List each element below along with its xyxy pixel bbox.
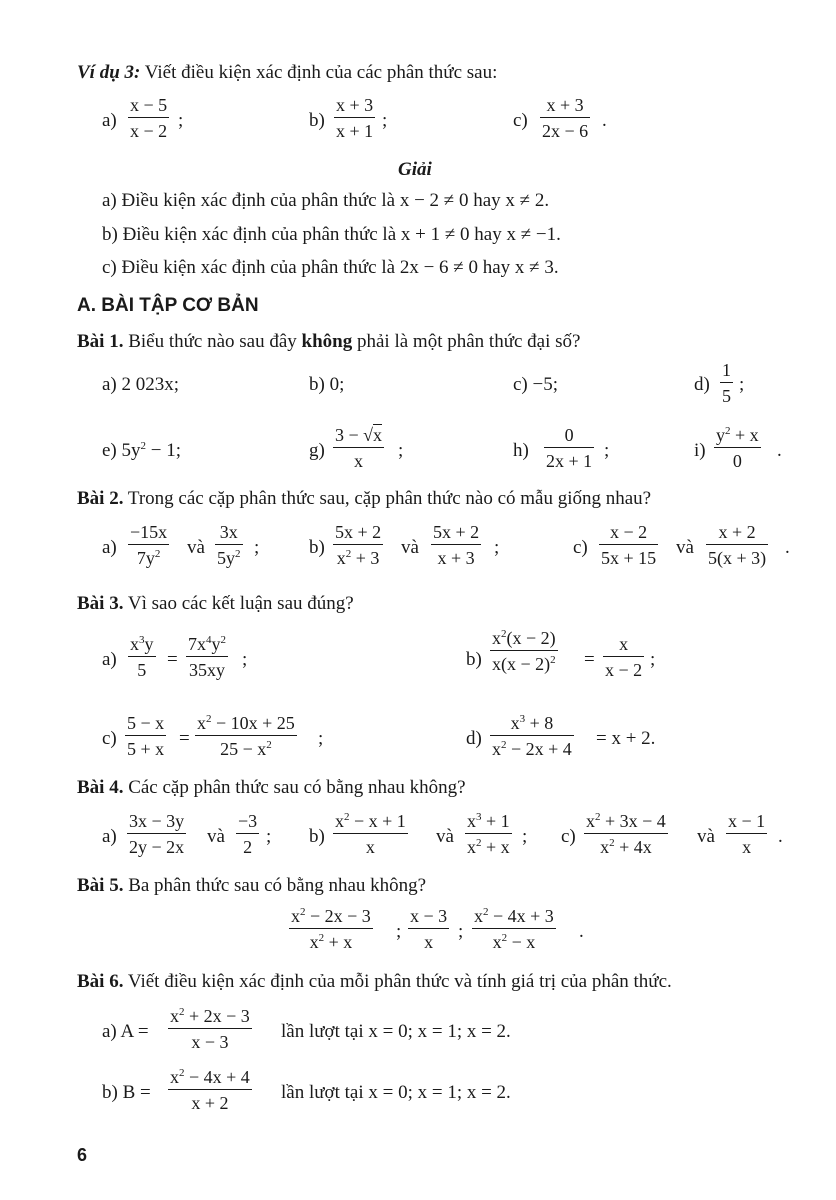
numerator: $x^2 - x + 1$ — [335, 811, 406, 831]
denominator: 5(x + 3) — [706, 544, 768, 568]
ex3-b-label: b) — [466, 649, 482, 670]
numerator: 5x + 2 — [433, 522, 480, 542]
separator: ; — [522, 826, 528, 847]
ex3-b-fraction — [334, 95, 375, 141]
numerator: x − 5 — [130, 95, 168, 115]
denominator: $x(x - 2)^2$ — [490, 650, 558, 674]
section-heading: A. BÀI TẬP CƠ BẢN — [77, 295, 259, 316]
separator: ; — [242, 649, 248, 670]
numerator: 1 — [722, 360, 731, 380]
numerator: −15x — [130, 522, 168, 542]
ex1-g-label: g) — [309, 440, 325, 461]
ex4-b-frac2 — [465, 811, 512, 857]
exercise-text: Ba phân thức sau có bằng nhau không? — [128, 875, 427, 896]
numerator: 3 − √x — [335, 425, 383, 445]
ex3-b-frac2 — [603, 634, 644, 680]
example-3-prompt: Viết điều kiện xác định của các phân thức sau: — [144, 62, 498, 83]
numerator: x + 3 — [336, 95, 374, 115]
exercise-text: Trong các cặp phân thức sau, cặp phân thức nào có mẫu giống nhau? — [127, 488, 652, 509]
exercise-text: Biểu thức nào sau đây — [128, 331, 302, 352]
ex4-c-frac1 — [584, 811, 668, 857]
numerator: $x^2 + 3x - 4$ — [586, 811, 666, 831]
denominator: $7y^2$ — [128, 544, 169, 568]
ex1-g-fraction — [333, 425, 384, 471]
numerator: 5x + 2 — [335, 522, 382, 542]
ex2-c-frac2 — [706, 522, 768, 568]
exercise-label: Bài 3. — [77, 593, 124, 614]
numerator: $x^2 - 10x + 25$ — [197, 713, 295, 733]
ex3-c-frac2 — [195, 713, 297, 759]
exercise-1-title — [77, 330, 580, 354]
separator: . — [778, 826, 783, 847]
denominator: 2y − 2x — [127, 833, 186, 857]
solution-heading: Giải — [398, 159, 432, 180]
sqrt-icon: √ — [363, 425, 374, 445]
numerator: $x^3 + 8$ — [510, 713, 554, 733]
ex6-a-rest: lần lượt tại x = 0; x = 1; x = 2. — [281, 1021, 511, 1042]
ex2-b-frac1 — [333, 522, 383, 568]
exercise-label: Bài 1. — [77, 331, 124, 352]
ex2-b-frac2 — [431, 522, 481, 568]
separator: . — [579, 921, 584, 942]
solution-line-c: c) Điều kiện xác định của phân thức là 2x − 6 ≠ 0 hay x ≠ 3. — [102, 257, 559, 278]
numerator: x + 3 — [546, 95, 584, 115]
separator: ; — [266, 826, 272, 847]
separator: . — [777, 440, 782, 461]
conjunction: và — [187, 537, 205, 558]
exercise-2-title — [77, 487, 651, 511]
example-3 — [77, 61, 497, 85]
conjunction: và — [207, 826, 225, 847]
exercise-label: Bài 2. — [77, 488, 124, 509]
ex2-b-label: b) — [309, 537, 325, 558]
separator: ; — [650, 649, 656, 670]
denominator: x — [333, 833, 408, 857]
numerator: $y^2 + x$ — [716, 425, 759, 445]
numerator: 5 − x — [127, 713, 165, 733]
ex3-a-frac1 — [128, 634, 156, 680]
denominator: x − 2 — [128, 117, 169, 141]
numerator: x — [619, 634, 629, 654]
denominator: $x^2 + x$ — [465, 833, 512, 857]
denominator: 0 — [714, 447, 761, 471]
ex5-frac2 — [408, 906, 449, 952]
numerator: $x^3y$ — [130, 634, 154, 654]
denominator: x — [726, 833, 767, 857]
numerator: x − 3 — [410, 906, 448, 926]
separator: ; — [494, 537, 500, 558]
conjunction: và — [401, 537, 419, 558]
numerator: $x^3 + 1$ — [467, 811, 510, 831]
ex6-b-frac — [168, 1067, 252, 1113]
separator: ; — [458, 921, 464, 942]
numerator: $x^2 - 4x + 3$ — [474, 906, 554, 926]
ex5-frac3 — [472, 906, 556, 952]
ex3-a-label: a) — [102, 649, 117, 670]
denominator: 2x + 1 — [544, 447, 594, 471]
separator: ; — [382, 110, 388, 131]
ex6-b-rest: lần lượt tại x = 0; x = 1; x = 2. — [281, 1082, 511, 1103]
numerator: $x^2 - 2x - 3$ — [291, 906, 371, 926]
separator: ; — [254, 537, 260, 558]
ex4-c-label: c) — [561, 826, 576, 847]
numerator: −3 — [238, 811, 258, 831]
exercise-5-title — [77, 874, 426, 898]
exercise-3-title — [77, 592, 354, 616]
exercise-label: Bài 5. — [77, 875, 124, 896]
denominator: 35xy — [186, 656, 228, 680]
ex4-b-label: b) — [309, 826, 325, 847]
denominator: $x^2 - 2x + 4$ — [490, 735, 574, 759]
exercise-text: Vì sao các kết luận sau đúng? — [127, 593, 354, 614]
ex6-a-lhs: a) A = — [102, 1021, 149, 1042]
denominator: $x^2 + 3$ — [333, 544, 383, 568]
numerator: 3x − 3y — [129, 811, 185, 831]
ex2-c-label: c) — [573, 537, 588, 558]
separator: ; — [178, 110, 184, 131]
ex2-a-frac1 — [128, 522, 169, 568]
denominator: x — [333, 447, 384, 471]
ex1-h-label: h) — [513, 440, 529, 461]
ex1-e: e) $5y^2 - 1$; — [102, 440, 182, 461]
denominator: 5 — [720, 382, 733, 406]
ex2-a-label: a) — [102, 537, 117, 558]
exercise-6-title — [77, 970, 672, 994]
numerator: $x^2(x - 2)$ — [492, 628, 556, 648]
denominator: 5x + 15 — [599, 544, 658, 568]
denominator: $x^2 - x$ — [472, 928, 556, 952]
ex4-a-frac1 — [127, 811, 186, 857]
result: = x + 2. — [596, 728, 656, 749]
ex2-c-frac1 — [599, 522, 658, 568]
denominator: 5 + x — [125, 735, 166, 759]
separator: ; — [396, 921, 402, 942]
exercise-emphasis: không — [301, 331, 353, 352]
denominator: x − 3 — [168, 1028, 252, 1052]
denominator: x − 2 — [603, 656, 644, 680]
denominator: 2x − 6 — [540, 117, 590, 141]
solution-line-b: b) Điều kiện xác định của phân thức là x + 1 ≠ 0 hay x ≠ −1. — [102, 224, 561, 245]
numerator: $x^2 + 2x - 3$ — [170, 1006, 250, 1026]
numerator: x + 2 — [718, 522, 756, 542]
ex3-c-label: c) — [102, 728, 117, 749]
ex1-d-label: d) — [694, 374, 710, 395]
solution-line-a: a) Điều kiện xác định của phân thức là x − 2 ≠ 0 hay x ≠ 2. — [102, 190, 550, 211]
ex4-a-frac2 — [236, 811, 259, 857]
exercise-4-title — [77, 776, 466, 800]
ex6-b-lhs: b) B = — [102, 1082, 151, 1103]
separator: ; — [318, 728, 324, 749]
exercise-text: phải là một phân thức đại số? — [352, 331, 581, 352]
ex3-a-label: a) — [102, 110, 117, 131]
ex4-c-frac2 — [726, 811, 767, 857]
ex3-b-label: b) — [309, 110, 325, 131]
ex6-a-frac — [168, 1006, 252, 1052]
ex1-b: b) 0; — [309, 374, 345, 395]
conjunction: và — [676, 537, 694, 558]
exercise-label: Bài 4. — [77, 777, 124, 798]
conjunction: và — [436, 826, 454, 847]
exercise-label: Bài 6. — [77, 971, 124, 992]
ex3-d-frac — [490, 713, 574, 759]
denominator: $5y^2$ — [215, 544, 243, 568]
numerator: 0 — [564, 425, 574, 445]
numerator: $7x^4y^2$ — [188, 634, 226, 654]
separator: . — [602, 110, 607, 131]
ex1-a: a) 2 023x; — [102, 374, 180, 395]
separator: ; — [739, 374, 745, 395]
denominator: 2 — [236, 833, 259, 857]
numerator: 3x — [219, 522, 238, 542]
equals: = — [179, 728, 190, 749]
ex5-frac1 — [289, 906, 373, 952]
ex1-d-fraction — [720, 360, 733, 406]
numerator: $x^2 - 4x + 4$ — [170, 1067, 250, 1087]
ex3-a-frac2 — [186, 634, 228, 680]
ex3-c-label: c) — [513, 110, 528, 131]
ex3-c-frac1 — [125, 713, 166, 759]
ex3-c-fraction — [540, 95, 590, 141]
ex4-b-frac1 — [333, 811, 408, 857]
exercise-text: Các cặp phân thức sau có bằng nhau không? — [128, 777, 466, 798]
exercise-text: Viết điều kiện xác định của mỗi phân thức và tính giá trị của phân thức. — [127, 971, 672, 992]
ex1-c: c) −5; — [513, 374, 559, 395]
separator: . — [785, 537, 790, 558]
denominator: x — [408, 928, 449, 952]
equals: = — [167, 649, 178, 670]
separator: ; — [398, 440, 404, 461]
ex1-i-label: i) — [694, 440, 706, 461]
ex1-h-fraction — [544, 425, 594, 471]
denominator: $25 - x^2$ — [195, 735, 297, 759]
ex3-b-frac1 — [490, 628, 558, 674]
numerator: x − 1 — [728, 811, 766, 831]
numerator: x − 2 — [610, 522, 648, 542]
page-number: 6 — [77, 1145, 88, 1165]
denominator: 5 — [128, 656, 156, 680]
ex2-a-frac2 — [215, 522, 243, 568]
ex1-i-fraction — [714, 425, 761, 471]
denominator: x + 1 — [334, 117, 375, 141]
equals: = — [584, 649, 595, 670]
denominator: x + 3 — [431, 544, 481, 568]
ex3-a-fraction — [128, 95, 169, 141]
denominator: $x^2 + x$ — [289, 928, 373, 952]
denominator: x + 2 — [168, 1089, 252, 1113]
example-3-label: Ví dụ 3: — [77, 62, 141, 83]
separator: ; — [604, 440, 610, 461]
denominator: $x^2 + 4x$ — [584, 833, 668, 857]
conjunction: và — [697, 826, 715, 847]
ex3-d-label: d) — [466, 728, 482, 749]
ex4-a-label: a) — [102, 826, 117, 847]
